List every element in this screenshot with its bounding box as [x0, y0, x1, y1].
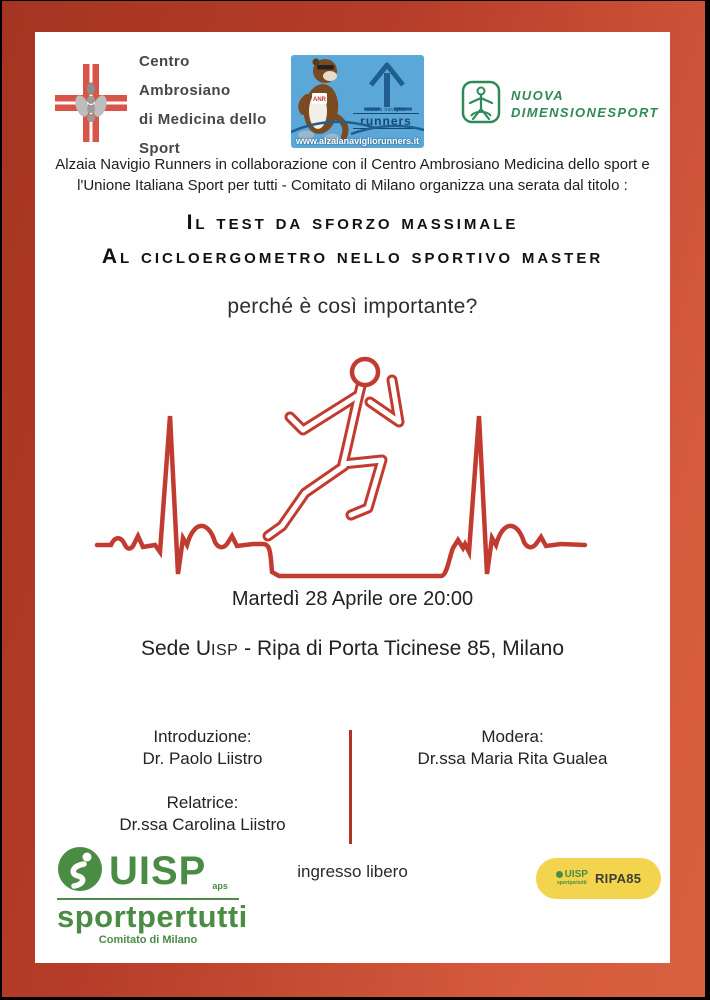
anr-website-url: www.alzaianavigliorunners.it: [295, 136, 420, 146]
alzaia-naviglio-runners-logo: [291, 55, 424, 148]
nds-name-line2: DIMENSIONESPORT: [511, 105, 659, 120]
intro-line1: Alzaia Navigio Runners in collaborazione con il Centro Ambrosiano Medicina dello sport e: [55, 156, 650, 173]
uisp-acronym: UISP: [109, 849, 207, 893]
uisp-aps-suffix: aps: [212, 881, 228, 891]
event-subtitle: perché è così importante?: [227, 295, 478, 318]
badge-uisp-mini-logo: [556, 870, 588, 888]
runner-outline: [268, 359, 399, 536]
venue-prefix: Sede U: [141, 637, 212, 660]
venue-address: - Ripa di Porta Ticinese 85, Milano: [238, 637, 564, 660]
poster-frame: [2, 1, 705, 997]
introduction-label: Introduzione:: [153, 727, 252, 746]
uisp-brand: sportpertutti: [57, 899, 248, 934]
speakers-left-column: [75, 726, 330, 836]
free-entry-text: ingresso libero: [297, 862, 408, 881]
venue-uisp-smallcaps: ISP: [211, 642, 239, 659]
anr-bib-text: ANR: [313, 97, 326, 103]
event-title-line1: Il test da sforzo massimale: [186, 211, 519, 234]
uisp-sportpertutti-logo: [57, 846, 252, 946]
intro-paragraph: [35, 154, 670, 196]
badge-code: RIPA85: [594, 871, 642, 886]
intro-line2: l'Unione Italiana Sport per tutti - Comitato di Milano organizza una serata dal titolo :: [77, 177, 628, 194]
nds-name-line1: NUOVA: [511, 88, 564, 103]
heartbeat-line: [97, 416, 585, 576]
badge-uisp-acronym: UISP: [564, 868, 588, 880]
moderator-label: Modera:: [481, 727, 544, 746]
centro-ambrosiano-logo: [55, 53, 285, 157]
speakers-right-column: [380, 726, 645, 770]
ecg-runner-graphic: [93, 350, 623, 595]
speaker-label: Relatrice:: [166, 793, 239, 812]
speaker-name: Dr.ssa Carolina Liistro: [119, 815, 286, 834]
anr-club-name: alzaia naviglio: [366, 107, 406, 113]
uisp-committee: Comitato di Milano: [98, 934, 198, 946]
moderator-name: Dr.ssa Maria Rita Gualea: [417, 749, 608, 768]
caduceus-emblem-icon: [73, 82, 109, 122]
camss-name-line1: Centro Ambrosiano: [139, 53, 231, 99]
event-venue: [35, 637, 670, 661]
event-title-line2: Al cicloergometro nello sportivo master: [101, 245, 604, 268]
badge-uisp-brand: sportpertutti: [556, 879, 587, 886]
ripa85-badge: [536, 858, 661, 899]
speakers-panel: [35, 726, 670, 866]
badge-uisp-dot-icon: [556, 871, 563, 878]
red-cross-medical-icon: [55, 62, 127, 149]
hills-lines-icon: [291, 112, 424, 136]
camss-name-line2: di Medicina dello Sport: [139, 111, 267, 157]
red-divider-line: [349, 730, 352, 844]
runner-head: [352, 359, 378, 385]
introduction-name: Dr. Paolo Liistro: [142, 749, 263, 768]
poster-sheet: [35, 32, 670, 963]
vitruvian-man-icon: [461, 80, 501, 129]
nuova-dimensionesport-logo: [461, 76, 671, 132]
anr-runners-wordmark: runners: [353, 113, 419, 129]
event-datetime: Martedì 28 Aprile ore 20:00: [231, 588, 474, 610]
